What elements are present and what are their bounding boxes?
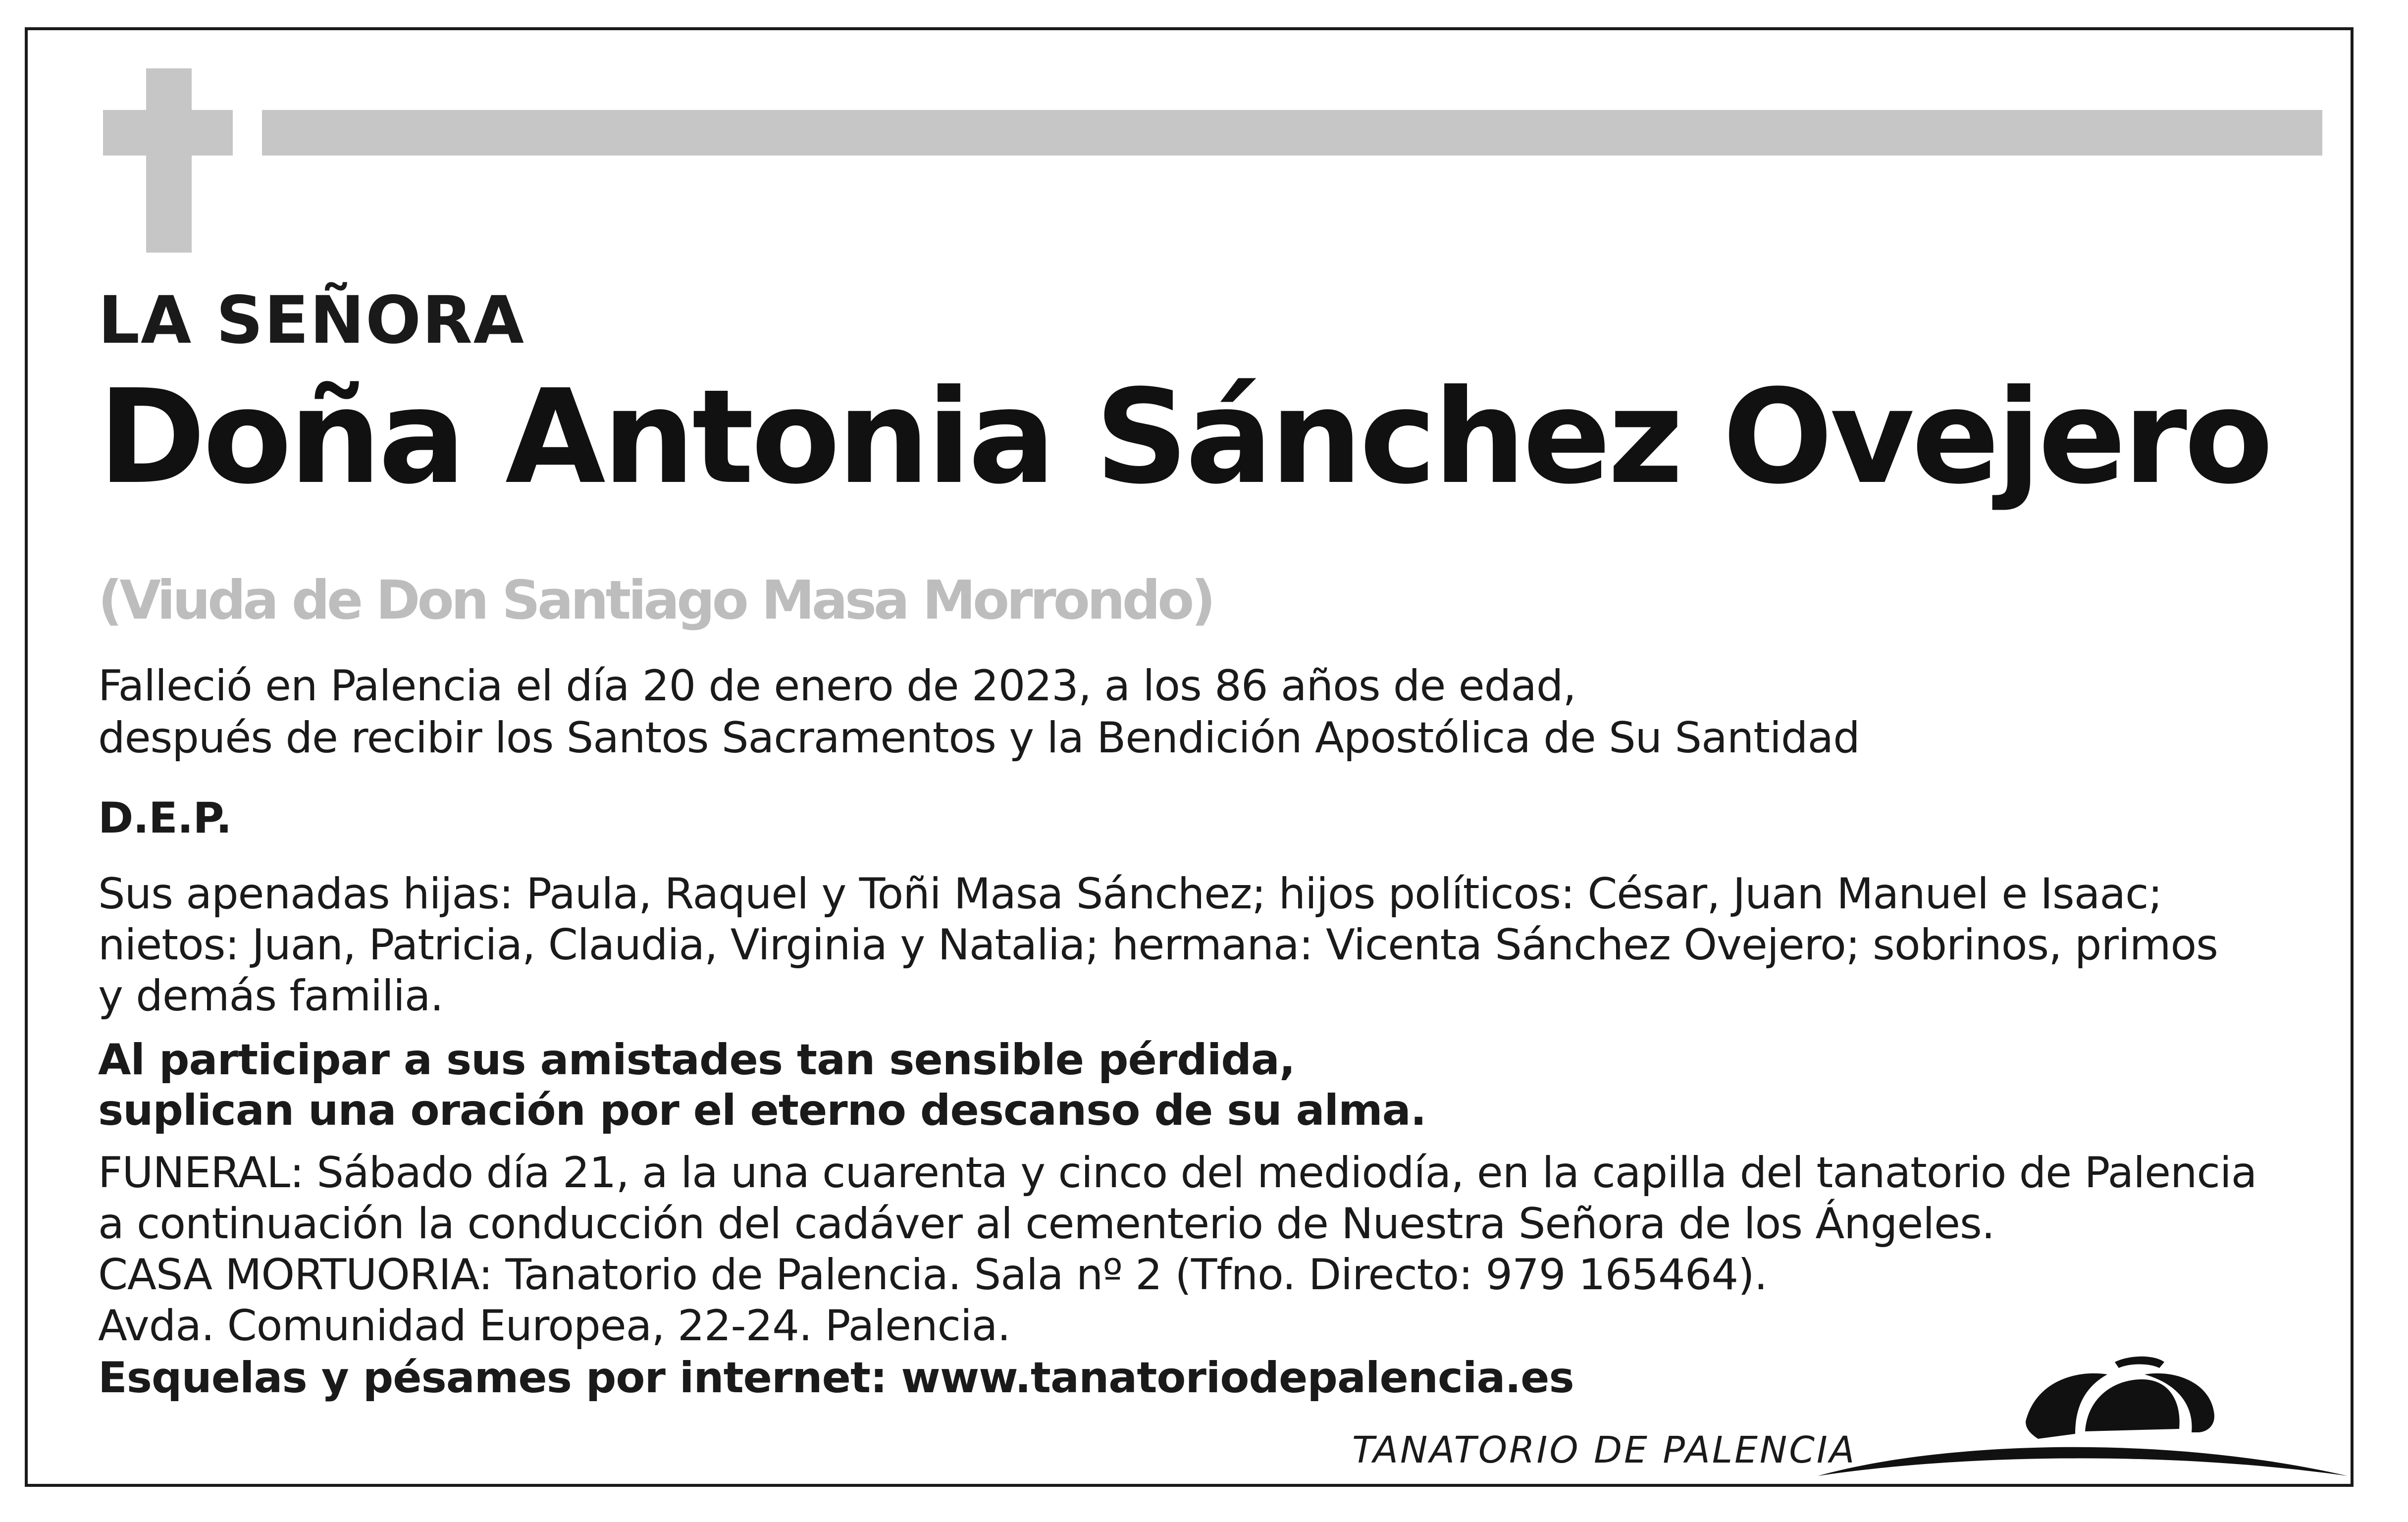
cross-icon-arm <box>103 110 233 156</box>
deceased-name: Doña Antonia Sánchez Ovejero <box>98 362 2271 513</box>
family-line: y demás familia. <box>98 971 443 1021</box>
mortuary-info-line: CASA MORTUORIA: Tanatorio de Palencia. Sala nº 2 (Tfno. Directo: 979 165464). <box>98 1250 1768 1300</box>
death-line: después de recibir los Santos Sacramentos y la Bendición Apostólica de Su Santidad <box>98 713 1860 763</box>
funeral-info-line: a continuación la conducción del cadáver al cementerio de Nuestra Señora de los Ángeles. <box>98 1199 1995 1249</box>
prayer-line: Al participar a sus amistades tan sensible pérdida, <box>98 1035 1295 1085</box>
funeral-info-line: FUNERAL: Sábado día 21, a la una cuarenta y cinco del mediodía, en la capilla del tanatorio de Palencia <box>98 1148 2257 1198</box>
address-line: Avda. Comunidad Europea, 22-24. Palencia. <box>98 1301 1010 1351</box>
tanatorio-logo-text: TANATORIO DE PALENCIA <box>1352 1429 1857 1471</box>
family-line: nietos: Juan, Patricia, Claudia, Virginia y Natalia; hermana: Vicenta Sánchez Ovejero; sobrinos, primos <box>98 920 2218 970</box>
website-line: Esquelas y pésames por internet: www.tanatoriodepalencia.es <box>98 1353 1574 1403</box>
prayer-line: suplican una oración por el eterno descanso de su alma. <box>98 1086 1426 1135</box>
top-divider-bar <box>262 110 2322 156</box>
widow-of: (Viuda de Don Santiago Masa Morrondo) <box>98 570 1213 631</box>
family-line: Sus apenadas hijas: Paula, Raquel y Toñi Masa Sánchez; hijos políticos: César, Juan Manuel e Isaac; <box>98 869 2162 919</box>
rip-label: D.E.P. <box>98 793 232 843</box>
tanatorio-logo-icon <box>1818 1327 2353 1491</box>
notice-title: LA SEÑORA <box>98 282 525 359</box>
death-line: Falleció en Palencia el día 20 de enero de 2023, a los 86 años de edad, <box>98 661 1576 711</box>
cross-icon <box>146 68 192 253</box>
